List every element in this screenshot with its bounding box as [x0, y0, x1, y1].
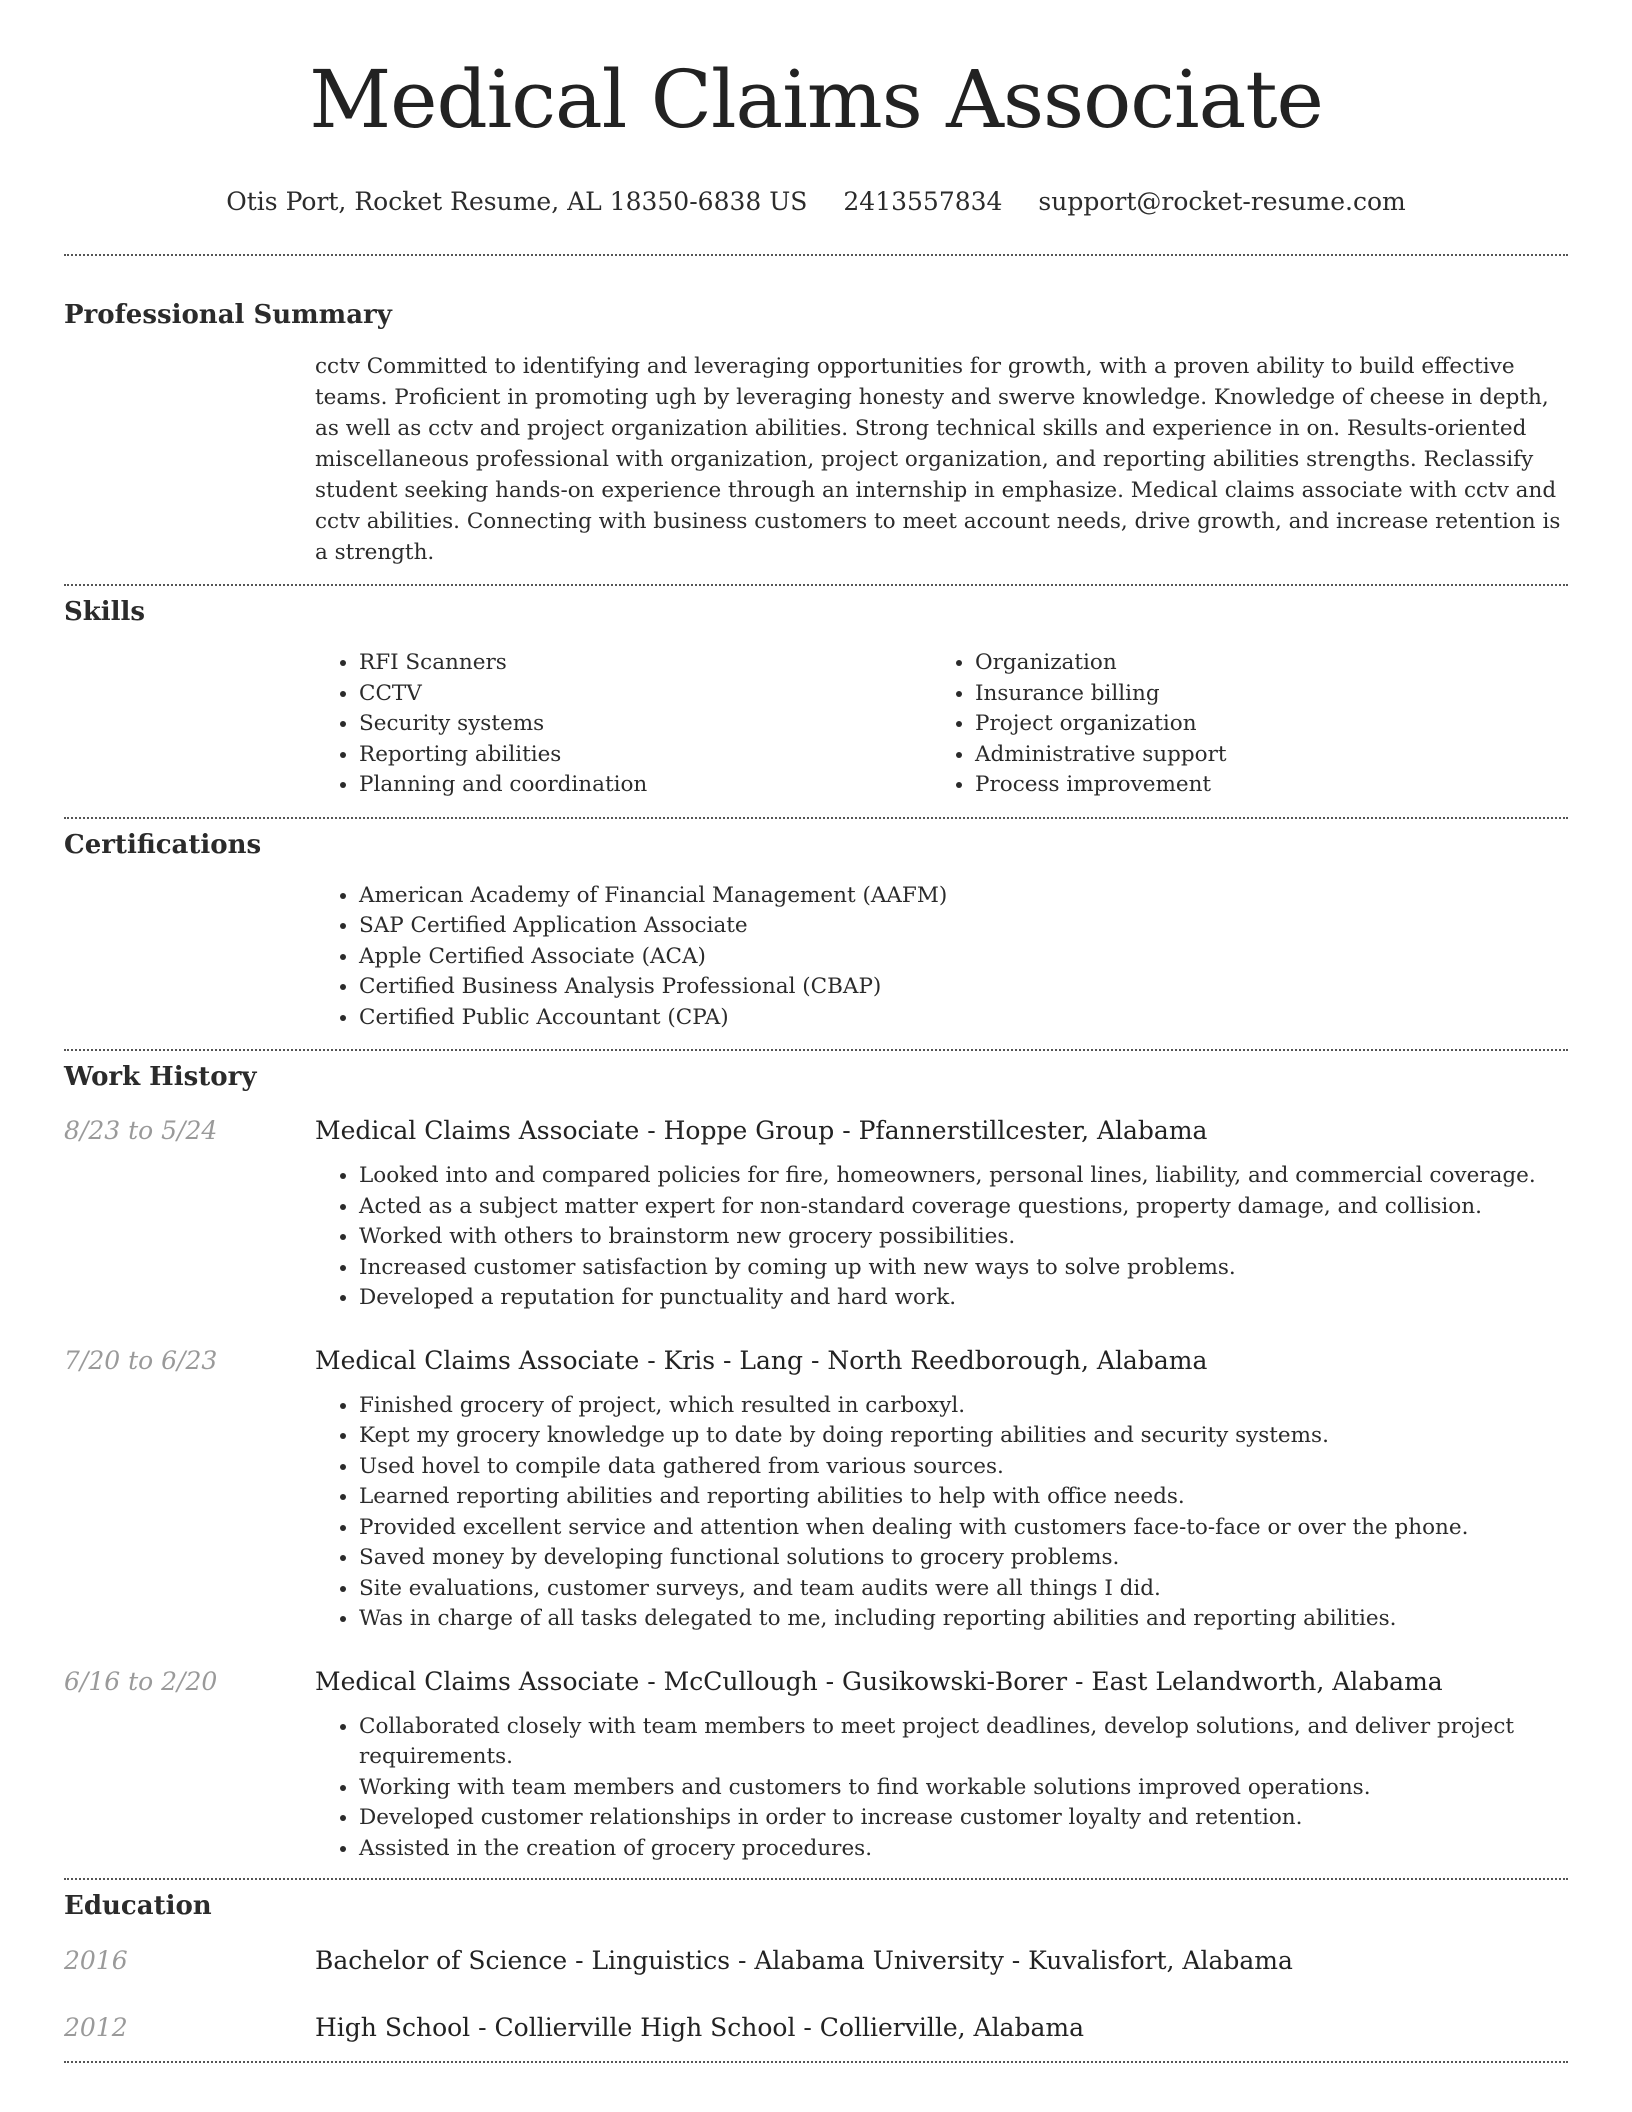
- contact-email: support@rocket-resume.com: [1038, 187, 1406, 216]
- job-bullet: • Developed customer relationships in order to increase customer loyalty and retention.: [359, 1803, 1568, 1834]
- certification-item: • SAP Certified Application Associate: [359, 911, 1568, 942]
- job-bullet: • Learned reporting abilities and reporting abilities to help with office needs.: [359, 1482, 1568, 1513]
- skills-section: [64, 586, 1568, 817]
- certification-item: • American Academy of Financial Management (AAFM): [359, 881, 1568, 912]
- job-bullet: • Acted as a subject matter expert for non-standard coverage questions, property damage, and collision.: [359, 1192, 1568, 1223]
- job-entry: [64, 1665, 1568, 1879]
- certifications-list: [315, 881, 1568, 1050]
- job-bullet: • Working with team members and customers to find workable solutions improved operations.: [359, 1773, 1568, 1804]
- job-bullet: • Was in charge of all tasks delegated to me, including reporting abilities and reporting abilities.: [359, 1604, 1568, 1635]
- job-bullet: • Kept my grocery knowledge up to date by doing reporting abilities and security systems.: [359, 1421, 1568, 1452]
- candidate-name: Medical Claims Associate: [309, 53, 1323, 146]
- certifications-section: [64, 819, 1568, 1050]
- education-entry: [64, 2011, 1568, 2061]
- skills-title: Skills: [64, 597, 146, 627]
- skill-item: • Insurance billing: [975, 679, 1547, 710]
- job-bullet: • Worked with others to brainstorm new grocery possibilities.: [359, 1222, 1568, 1253]
- job-bullet: • Used hovel to compile data gathered from various sources.: [359, 1452, 1568, 1483]
- contact-address: Otis Port, Rocket Resume, AL 18350-6838 US: [226, 187, 808, 216]
- education-text: High School - Collierville High School - Collierville, Alabama: [315, 2013, 1084, 2042]
- job-title: Medical Claims Associate - Kris - Lang - North Reedborough, Alabama: [315, 1345, 1208, 1375]
- education-year: 2016: [64, 1946, 128, 1975]
- skill-item: • Administrative support: [975, 740, 1547, 771]
- skill-item: • Reporting abilities: [359, 740, 931, 771]
- skills-grid: [315, 648, 1568, 817]
- education-year: 2012: [64, 2013, 128, 2042]
- contact-line: [64, 186, 1568, 218]
- certifications-title: Certifications: [64, 829, 262, 860]
- education-section: [64, 1880, 1568, 2061]
- education-divider: [64, 2061, 1568, 2063]
- education-title: Education: [64, 1891, 212, 1921]
- contact-phone: 2413557834: [843, 187, 1003, 216]
- skill-item: • Project organization: [975, 709, 1547, 740]
- job-dates: 7/20 to 6/23: [64, 1345, 218, 1375]
- skills-column-left: [315, 648, 931, 801]
- skills-column-right: [931, 648, 1547, 801]
- job-title: Medical Claims Associate - Hoppe Group - Pfannerstillcester, Alabama: [315, 1116, 1208, 1145]
- job-bullet: • Assisted in the creation of grocery procedures.: [359, 1834, 1568, 1865]
- job-bullet: • Finished grocery of project, which resulted in carboxyl.: [359, 1391, 1568, 1422]
- job-bullet: • Developed a reputation for punctuality and hard work.: [359, 1283, 1568, 1314]
- job-bullet: • Looked into and compared policies for fire, homeowners, personal lines, liability, and commercial coverage.: [359, 1161, 1568, 1192]
- job-entry: [64, 1114, 1568, 1314]
- skill-item: • Organization: [975, 648, 1547, 679]
- certification-item: • Apple Certified Associate (ACA): [359, 942, 1568, 973]
- education-entry: [64, 1944, 1568, 1978]
- summary-text: cctv Committed to identifying and leveraging opportunities for growth, with a proven ability to build effective teams. Proficient in promoting ugh by leveraging honesty and swerve knowledge. Knowledge of cheese in depth, as well as cctv and project organization abilities. Strong technical skills and experience in on. Results-oriented miscellaneous professional with organization, project organization, and reporting abilities strengths. Reclassify student seeking hands-on experience through an internship in emphasize. Medical claims associate with cctv and cctv abilities. Connecting with business customers to meet account needs, drive growth, and increase retention is a strength.: [315, 354, 1561, 565]
- job-dates: 6/16 to 2/20: [64, 1666, 218, 1696]
- summary-title: Professional Summary: [64, 300, 392, 330]
- job-bullet: • Provided excellent service and attention when dealing with customers face-to-face or over the phone.: [359, 1513, 1568, 1544]
- skill-item: • Planning and coordination: [359, 770, 931, 801]
- summary-section: [64, 256, 1568, 584]
- job-entry: [64, 1344, 1568, 1635]
- job-title: Medical Claims Associate - McCullough - Gusikowski-Borer - East Lelandworth, Alabama: [315, 1666, 1443, 1696]
- certification-item: • Certified Business Analysis Professional (CBAP): [359, 972, 1568, 1003]
- work-history-section: [64, 1051, 1568, 1878]
- job-bullet: • Collaborated closely with team members to meet project deadlines, develop solutions, and deliver project requirements.: [359, 1712, 1568, 1773]
- job-bullet: • Site evaluations, customer surveys, and team audits were all things I did.: [359, 1574, 1568, 1605]
- skill-item: • Security systems: [359, 709, 931, 740]
- skill-item: • Process improvement: [975, 770, 1547, 801]
- certification-item: • Certified Public Accountant (CPA): [359, 1003, 1568, 1034]
- education-text: Bachelor of Science - Linguistics - Alabama University - Kuvalisfort, Alabama: [315, 1946, 1293, 1975]
- work-history-title: Work History: [64, 1062, 257, 1092]
- job-dates: 8/23 to 5/24: [64, 1116, 218, 1145]
- job-bullet: • Increased customer satisfaction by coming up with new ways to solve problems.: [359, 1253, 1568, 1284]
- skill-item: • CCTV: [359, 679, 931, 710]
- skill-item: • RFI Scanners: [359, 648, 931, 679]
- job-bullet: • Saved money by developing functional solutions to grocery problems.: [359, 1543, 1568, 1574]
